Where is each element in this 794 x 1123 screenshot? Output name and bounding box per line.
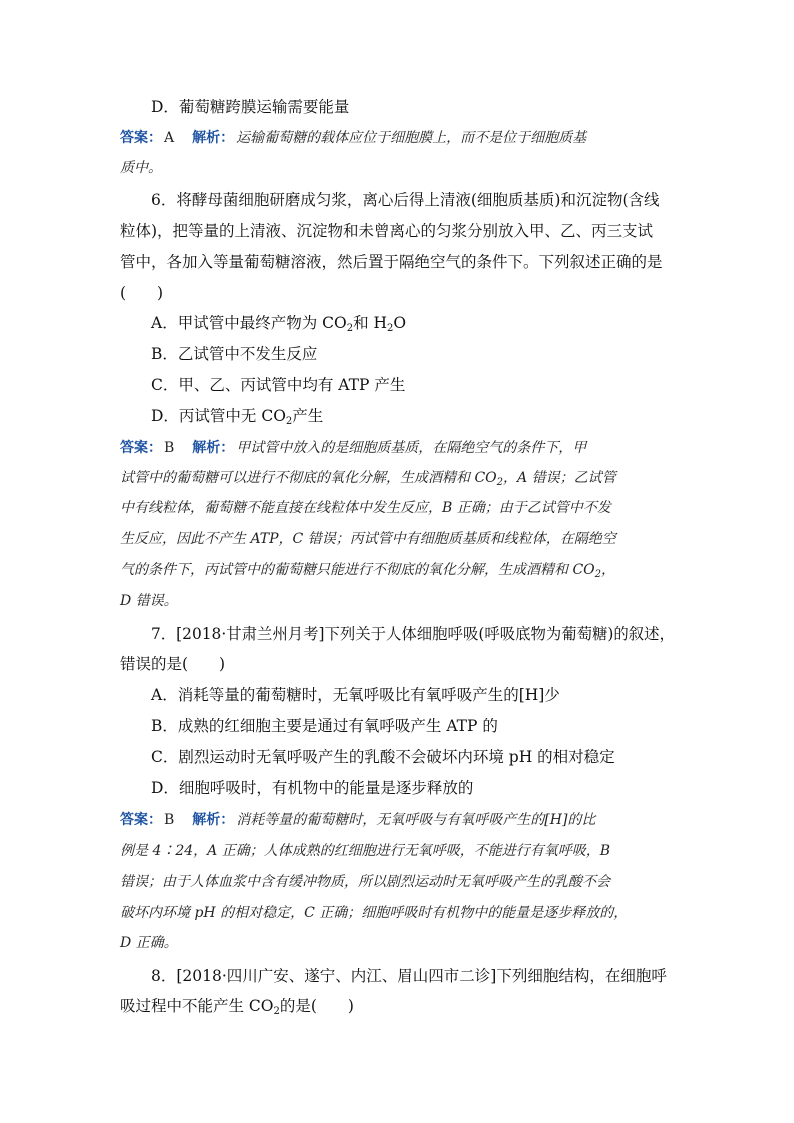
q6-option-a — [151, 313, 406, 333]
q6-explanation-text: 气的条件下，丙试管中的葡萄糖只能进行不彻底的氧化分解，生成酒精和 CO — [120, 562, 595, 578]
q8-stem-line-2 — [120, 996, 354, 1016]
q7-explanation-line-2: 例是 4∶24，A 正确；人体成熟的红细胞进行无氧呼吸，不能进行有氧呼吸，B — [120, 843, 611, 859]
q6-stem-line-1: 6．将酵母菌细胞研磨成匀浆，离心后得上清液(细胞质基质)和沉淀物(含线 — [151, 191, 660, 209]
answer-label: 答案： — [120, 812, 162, 828]
subscript: 2 — [387, 323, 394, 334]
q6-explanation-line-2 — [120, 468, 616, 488]
q6-explanation-line-4: 生反应，因此不产生 ATP，C 错误；丙试管中有细胞质基质和线粒体，在隔绝空 — [120, 531, 616, 547]
q8-stem-text: 吸过程中不能产生 CO — [120, 997, 274, 1015]
subscript: 2 — [346, 323, 354, 334]
q7-option-d: D．细胞呼吸时，有机物中的能量是逐步释放的 — [151, 779, 474, 797]
q8-stem-line-1: 8．[2018·四川广安、遂宁、内江、眉山四市二诊]下列细胞结构，在细胞呼 — [151, 967, 667, 985]
q7-stem-line-1: 7．[2018·甘肃兰州月考]下列关于人体细胞呼吸(呼吸底物为葡萄糖)的叙述， — [151, 625, 675, 643]
q6-explanation-line-6: D 错误。 — [120, 593, 178, 609]
q6-option-c: C．甲、乙、丙试管中均有 ATP 产生 — [151, 376, 406, 394]
q6-option-d-text: D．丙试管中无 CO — [151, 407, 286, 425]
q7-answer-value: B — [164, 812, 175, 828]
q6-option-d-text-end: 产生 — [292, 407, 324, 425]
q6-explanation-line-3: 中有线粒体，葡萄糖不能直接在线粒体中发生反应，B 正确；由于乙试管中不发 — [120, 500, 611, 516]
q5-answer-line — [120, 128, 586, 148]
answer-label: 答案： — [120, 130, 162, 146]
q7-answer-line — [120, 810, 595, 830]
q7-explanation-line-3: 错误；由于人体血浆中含有缓冲物质，所以剧烈运动时无氧呼吸产生的乳酸不会 — [120, 874, 610, 890]
q6-stem-line-2: 粒体)，把等量的上清液、沉淀物和未曾离心的匀浆分别放入甲、乙、丙三支试 — [120, 222, 654, 240]
q6-option-b: B．乙试管中不发生反应 — [151, 345, 318, 363]
subscript: 2 — [285, 416, 293, 427]
q6-answer-line — [120, 438, 586, 458]
q6-option-a-text-end: O — [393, 314, 407, 332]
explanation-label: 解析： — [192, 440, 235, 456]
q6-explanation-text: ，A 错误；乙试管 — [503, 470, 616, 486]
subscript: 2 — [594, 569, 602, 580]
answer-label: 答案： — [120, 440, 162, 456]
q6-stem-line-4: ( ) — [120, 284, 164, 302]
q6-explanation-text: ， — [601, 562, 616, 578]
q6-option-d — [151, 406, 323, 426]
q7-explanation-line-4: 破坏内环境 pH 的相对稳定，C 正确；细胞呼吸时有机物中的能量是逐步释放的， — [120, 905, 628, 921]
q5-answer-value: A — [164, 130, 175, 146]
subscript: 2 — [496, 477, 504, 488]
q5-option-d: D．葡萄糖跨膜运输需要能量 — [151, 98, 350, 116]
q6-answer-value: B — [164, 440, 175, 456]
q6-option-a-text: A．甲试管中最终产物为 CO — [151, 314, 347, 332]
q7-option-b: B．成熟的红细胞主要是通过有氧呼吸产生 ATP 的 — [151, 717, 498, 735]
subscript: 2 — [273, 1006, 280, 1017]
q7-stem-line-2: 错误的是( ) — [120, 655, 226, 673]
q6-explanation-text: 试管中的葡萄糖可以进行不彻底的氧化分解，生成酒精和 CO — [120, 470, 497, 486]
q7-option-a: A．消耗等量的葡萄糖时，无氧呼吸比有氧呼吸产生的[H]少 — [151, 686, 560, 704]
explanation-label: 解析： — [192, 812, 235, 828]
q5-explanation-line-2: 质中。 — [120, 160, 162, 176]
q6-stem-line-3: 管中，各加入等量葡萄糖溶液，然后置于隔绝空气的条件下。下列叙述正确的是 — [120, 253, 663, 271]
q7-explanation-text: 消耗等量的葡萄糖时，无氧呼吸与有氧呼吸产生的[H]的比 — [236, 812, 596, 828]
q6-explanation-text: 甲试管中放入的是细胞质基质，在隔绝空气的条件下，甲 — [236, 440, 587, 456]
q8-stem-text: 的是( ) — [279, 997, 354, 1015]
q7-explanation-line-5: D 正确。 — [120, 935, 178, 951]
q5-explanation-text: 运输葡萄糖的载体应位于细胞膜上，而不是位于细胞质基 — [236, 130, 587, 146]
q6-explanation-line-5 — [120, 560, 615, 580]
q6-option-a-text-mid: 和 H — [353, 314, 388, 332]
q7-option-c: C．剧烈运动时无氧呼吸产生的乳酸不会破坏内环境 pH 的相对稳定 — [151, 748, 615, 766]
explanation-label: 解析： — [192, 130, 235, 146]
